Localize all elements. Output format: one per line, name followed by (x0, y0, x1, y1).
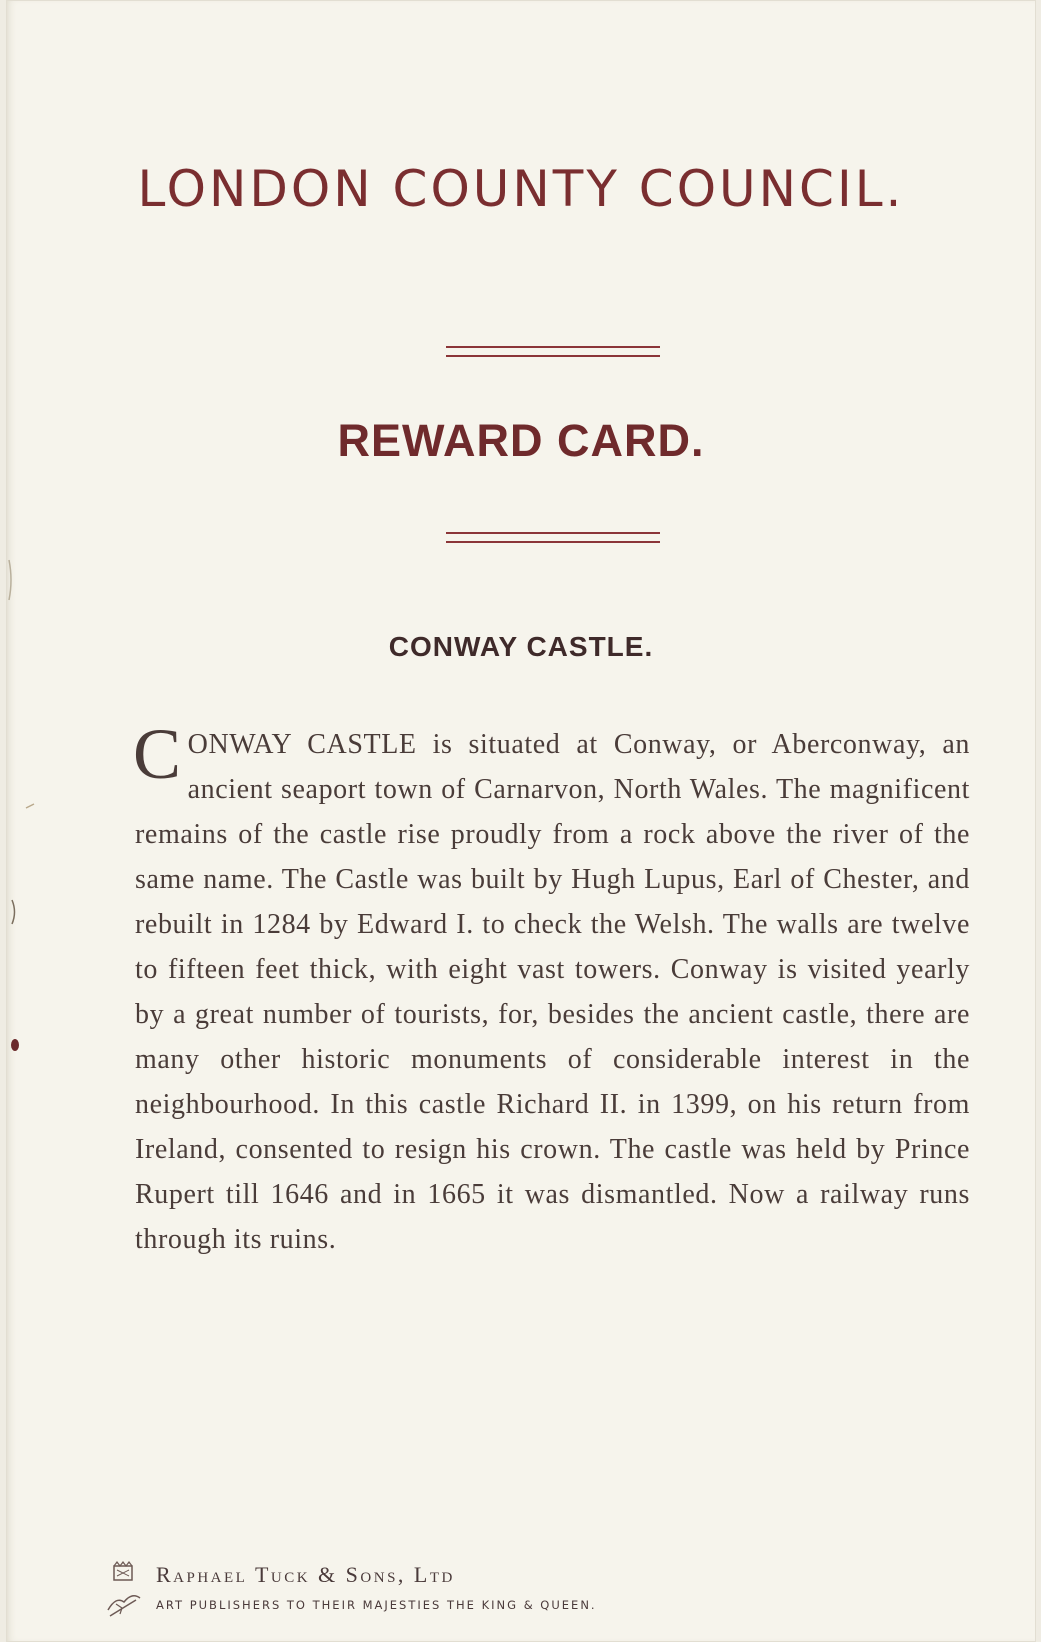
card-edge-wear (6, 0, 36, 1642)
double-rule-bottom (446, 532, 660, 543)
publisher-name: Raphael Tuck & Sons, Ltd (156, 1562, 455, 1587)
council-title: LONDON COUNTY COUNCIL. (137, 160, 905, 218)
publisher-imprint (106, 1560, 806, 1630)
drop-cap: C (133, 714, 182, 794)
reward-card-title: REWARD CARD. (337, 415, 705, 466)
reward-card (6, 0, 1036, 1642)
description-text: ONWAY CASTLE is situated at Conway, or Aberconway, an ancient seaport town of Carnarvon, North Wales. The magnificent remains of the castle rise proudly from a rock above the river of the same name. The Castle was built by Hugh Lupus, Earl of Chester, and rebuilt in 1284 by Edward I. to check the Welsh. The walls are twelve to fifteen feet thick, with eight vast towers. Conway is visited yearly by a great number of tourists, for, besides the ancient castle, there are many other historic monuments of considerable interest in the neighbourhood. In this castle Richard II. in 1399, on his return from Ireland, consented to resign his crown. The castle was held by Prince Rupert till 1646 and in 1665 it was dismantled. Now a railway runs through its ruins. (135, 729, 970, 1255)
publisher-crest-icon (106, 1560, 142, 1618)
castle-description (133, 714, 970, 1262)
publisher-tagline: ART PUBLISHERS TO THEIR MAJESTIES THE KING & QUEEN. (156, 1598, 597, 1612)
subject-title: CONWAY CASTLE. (388, 631, 654, 662)
double-rule-top (446, 346, 660, 357)
